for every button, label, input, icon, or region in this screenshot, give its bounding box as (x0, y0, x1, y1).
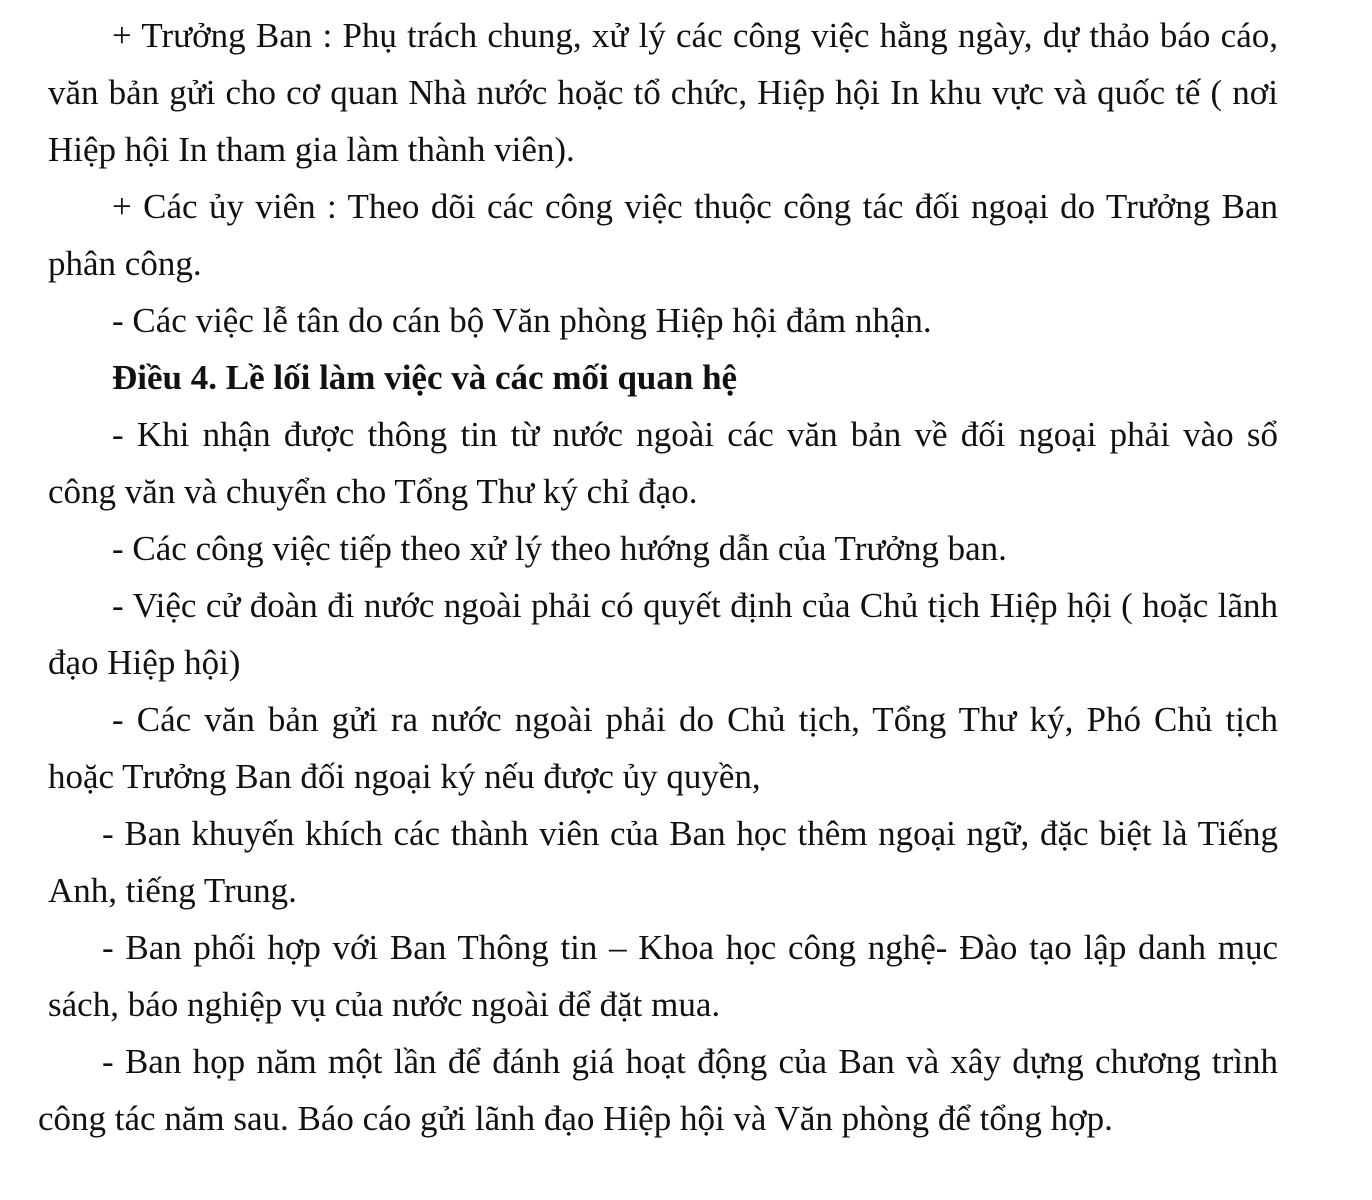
list-item-cu-doan: - Việc cử đoàn đi nước ngoài phải có quyết định của Chủ tịch Hiệp hội ( hoặc lãnh đạo Hiệp hội) (48, 586, 1278, 682)
list-item-nhan-thong-tin: - Khi nhận được thông tin từ nước ngoài các văn bản về đối ngoại phải vào sổ công văn và chuyển cho Tổng Thư ký chỉ đạo. (48, 415, 1278, 511)
list-item-xu-ly-cong-viec: - Các công việc tiếp theo xử lý theo hướng dẫn của Trưởng ban. (112, 529, 1007, 568)
paragraph-le-tan: - Các việc lễ tân do cán bộ Văn phòng Hiệp hội đảm nhận. (112, 301, 932, 340)
paragraph-uy-vien-duties: + Các ủy viên : Theo dõi các công việc thuộc công tác đối ngoại do Trưởng Ban phân công. (48, 187, 1278, 283)
paragraph-truong-ban-duties: + Trưởng Ban : Phụ trách chung, xử lý các công việc hằng ngày, dự thảo báo cáo, văn bản gửi cho cơ quan Nhà nước hoặc tổ chức, Hiệp hội In khu vực và quốc tế ( nơi Hiệp hội In tham gia làm thành viên). (48, 16, 1278, 169)
list-item-phoi-hop: - Ban phối hợp với Ban Thông tin – Khoa học công nghệ- Đào tạo lập danh mục sách, báo nghiệp vụ của nước ngoài để đặt mua. (48, 928, 1278, 1024)
list-item-ngoai-ngu: - Ban khuyến khích các thành viên của Ban học thêm ngoại ngữ, đặc biệt là Tiếng Anh, tiếng Trung. (48, 814, 1278, 910)
list-item-hop-nam: - Ban họp năm một lần để đánh giá hoạt động của Ban và xây dựng chương trình công tác năm sau. Báo cáo gửi lãnh đạo Hiệp hội và Văn phòng để tổng hợp. (38, 1042, 1278, 1138)
list-item-van-ban-gui-ra: - Các văn bản gửi ra nước ngoài phải do Chủ tịch, Tổng Thư ký, Phó Chủ tịch hoặc Trưởng Ban đối ngoại ký nếu được ủy quyền, (48, 700, 1278, 796)
section-heading-dieu-4: Điều 4. Lề lối làm việc và các mối quan hệ (112, 358, 738, 397)
